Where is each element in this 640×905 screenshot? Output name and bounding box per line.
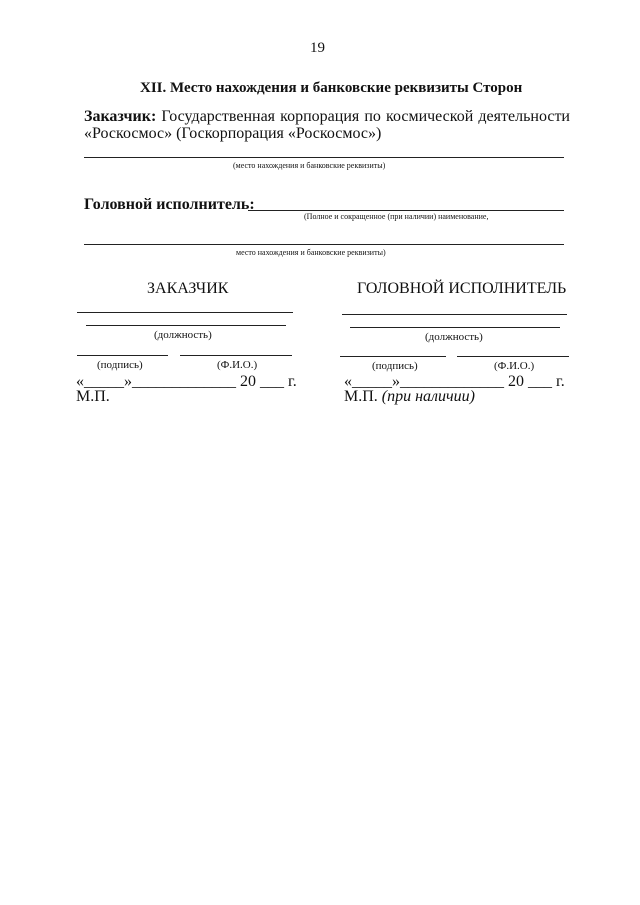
contractor-address-line bbox=[84, 244, 564, 245]
contractor-position-caption: (должность) bbox=[425, 331, 483, 343]
contractor-name-caption: (Полное и сокращенное (при наличии) наименование, bbox=[304, 212, 489, 221]
customer-name-2: «Роскосмос» (Госкорпорация «Роскосмос») bbox=[84, 125, 382, 142]
contractor-fio-line bbox=[457, 356, 569, 357]
contractor-fio-caption: (Ф.И.О.) bbox=[494, 360, 535, 372]
customer-position-caption: (должность) bbox=[154, 329, 212, 341]
contractor-seal bbox=[344, 388, 475, 406]
contractor-label: Головной исполнитель: bbox=[84, 196, 255, 213]
contractor-sign-line-1 bbox=[342, 314, 567, 315]
contractor-date-line: «_____»_____________ 20 ___ г. bbox=[344, 373, 565, 390]
section-title: XII. Место нахождения и банковские реквизиты Сторон bbox=[140, 80, 523, 96]
customer-position-line bbox=[86, 325, 286, 326]
contractor-heading: ГОЛОВНОЙ ИСПОЛНИТЕЛЬ bbox=[357, 280, 567, 297]
customer-name: Государственная корпорация по космической деятельности bbox=[161, 108, 570, 125]
contractor-signature-caption: (подпись) bbox=[372, 360, 418, 372]
contractor-name-line bbox=[248, 210, 564, 211]
customer-address-line bbox=[84, 157, 564, 158]
customer-seal-label: М.П. bbox=[76, 388, 110, 405]
customer-signature-line bbox=[77, 355, 168, 356]
customer-fio-line bbox=[180, 355, 292, 356]
contractor-seal-note: (при наличии) bbox=[381, 388, 475, 405]
customer-date-line: «_____»_____________ 20 ___ г. bbox=[76, 373, 297, 390]
page-number: 19 bbox=[310, 40, 325, 56]
contractor-position-line bbox=[350, 327, 560, 328]
customer-signature-caption: (подпись) bbox=[97, 359, 143, 371]
customer-address-caption: (место нахождения и банковские реквизиты) bbox=[233, 161, 386, 170]
customer-seal bbox=[76, 388, 110, 406]
customer-sign-line-1 bbox=[77, 312, 293, 313]
contractor-signature-line bbox=[340, 356, 446, 357]
customer-label: Заказчик: bbox=[84, 108, 157, 125]
customer-heading: ЗАКАЗЧИК bbox=[147, 280, 229, 297]
contractor-address-caption: место нахождения и банковские реквизиты) bbox=[236, 248, 386, 257]
customer-fio-caption: (Ф.И.О.) bbox=[217, 359, 258, 371]
customer-line-1 bbox=[84, 108, 570, 126]
contractor-seal-label: М.П. bbox=[344, 388, 378, 405]
